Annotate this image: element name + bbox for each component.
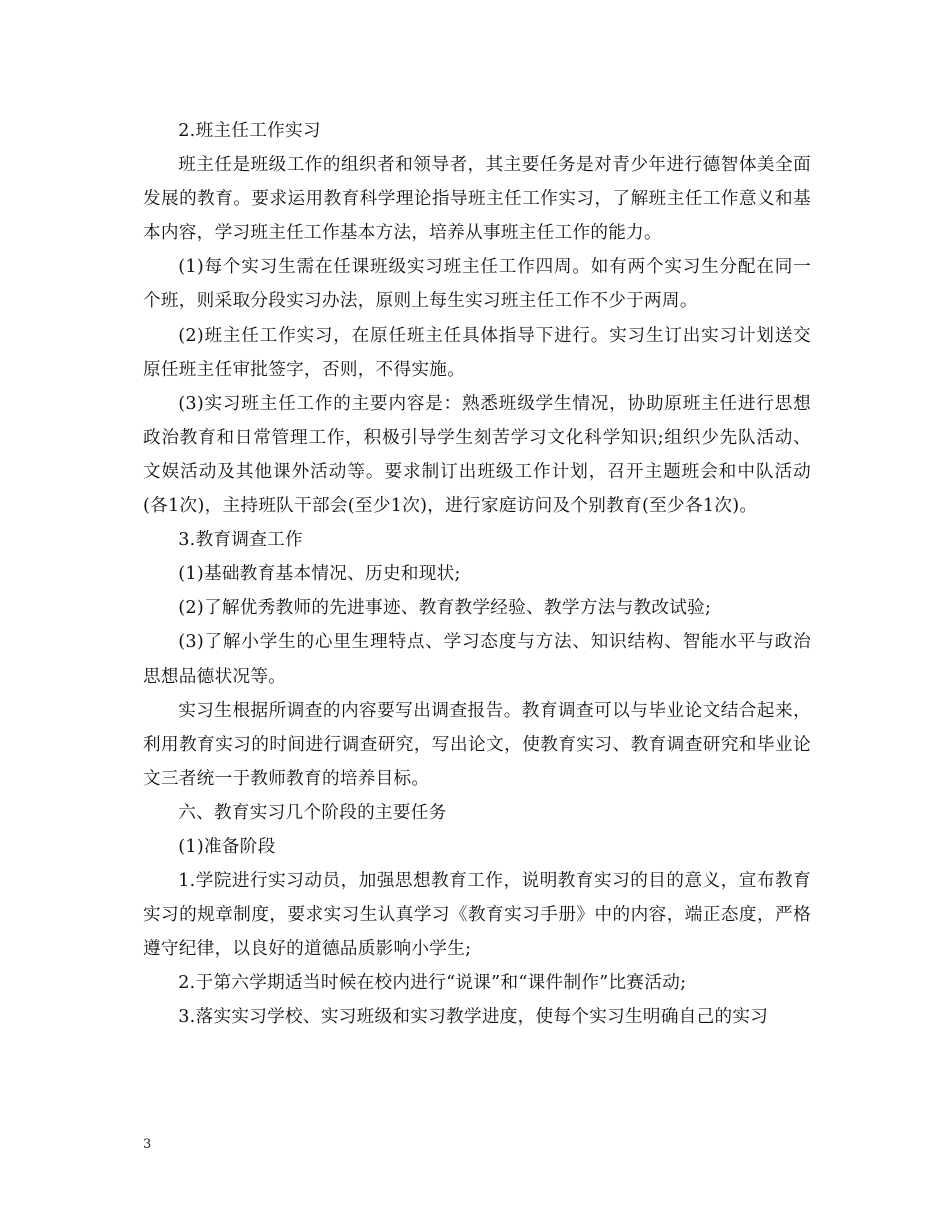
subheading-preparation-stage: (1)准备阶段 xyxy=(178,836,276,857)
section-heading-head-teacher-internship: 2.班主任工作实习 xyxy=(178,121,321,141)
section-heading-internship-stages: 六、教育实习几个阶段的主要任务 xyxy=(178,802,447,823)
list-item-student-characteristics: (3)了解小学生的心里生理特点、学习态度与方法、知识结构、智能水平与政治思想品德状况等。 xyxy=(143,632,811,687)
list-item-internship-duration: (1)每个实习生需在任课班级实习班主任工作四周。如有两个实习生分配在同一个班，则采取分段实习办法，原则上每生实习班主任工作不少于两周。 xyxy=(143,257,811,312)
list-item-internship-guidance: (2)班主任工作实习，在原任班主任具体指导下进行。实习生订出实习计划送交原任班主任审批签字，否则，不得实施。 xyxy=(143,325,811,380)
document-body xyxy=(143,114,811,1035)
list-item-basic-education: (1)基础教育基本情况、历史和现状; xyxy=(178,564,461,585)
list-item-mobilization: 1.学院进行实习动员，加强思想教育工作，说明教育实习的目的意义，宣布教育实习的规章制度，要求实习生认真学习《教育实习手册》中的内容，端正态度，严格遵守纪律，以良好的道德品质影响小学生; xyxy=(143,871,811,960)
section-heading-education-survey: 3.教育调查工作 xyxy=(178,530,303,551)
paragraph-survey-report: 实习生根据所调查的内容要写出调查报告。教育调查可以与毕业论文结合起来，利用教育实习的时间进行调查研究，写出论文，使教育实习、教育调查研究和毕业论文三者统一于教师教育的培养目标。 xyxy=(143,700,811,789)
list-item-excellent-teachers: (2)了解优秀教师的先进事迹、教育教学经验、教学方法与教改试验; xyxy=(178,598,712,619)
list-item-implementation: 3.落实实习学校、实习班级和实习教学进度，使每个实习生明确自己的实习 xyxy=(178,1007,769,1028)
list-item-competition: 2.于第六学期适当时候在校内进行“说课”和“课件制作”比赛活动; xyxy=(178,973,687,994)
page-number: 3 xyxy=(143,1137,152,1152)
list-item-internship-content: (3)实习班主任工作的主要内容是：熟悉班级学生情况，协助原班主任进行思想政治教育和日常管理工作，积极引导学生刻苦学习文化科学知识;组织少先队活动、文娱活动及其他课外活动等。要求制订出班级工作计划，召开主题班会和中队活动(各1次)，主持班队干部会(至少1次)，进行家庭访问及个别教育(至少各1次)。 xyxy=(143,393,811,517)
paragraph-head-teacher-role: 班主任是班级工作的组织者和领导者，其主要任务是对青少年进行德智体美全面发展的教育。要求运用教育科学理论指导班主任工作实习，了解班主任工作意义和基本内容，学习班主任工作基本方法，培养从事班主任工作的能力。 xyxy=(143,155,811,244)
